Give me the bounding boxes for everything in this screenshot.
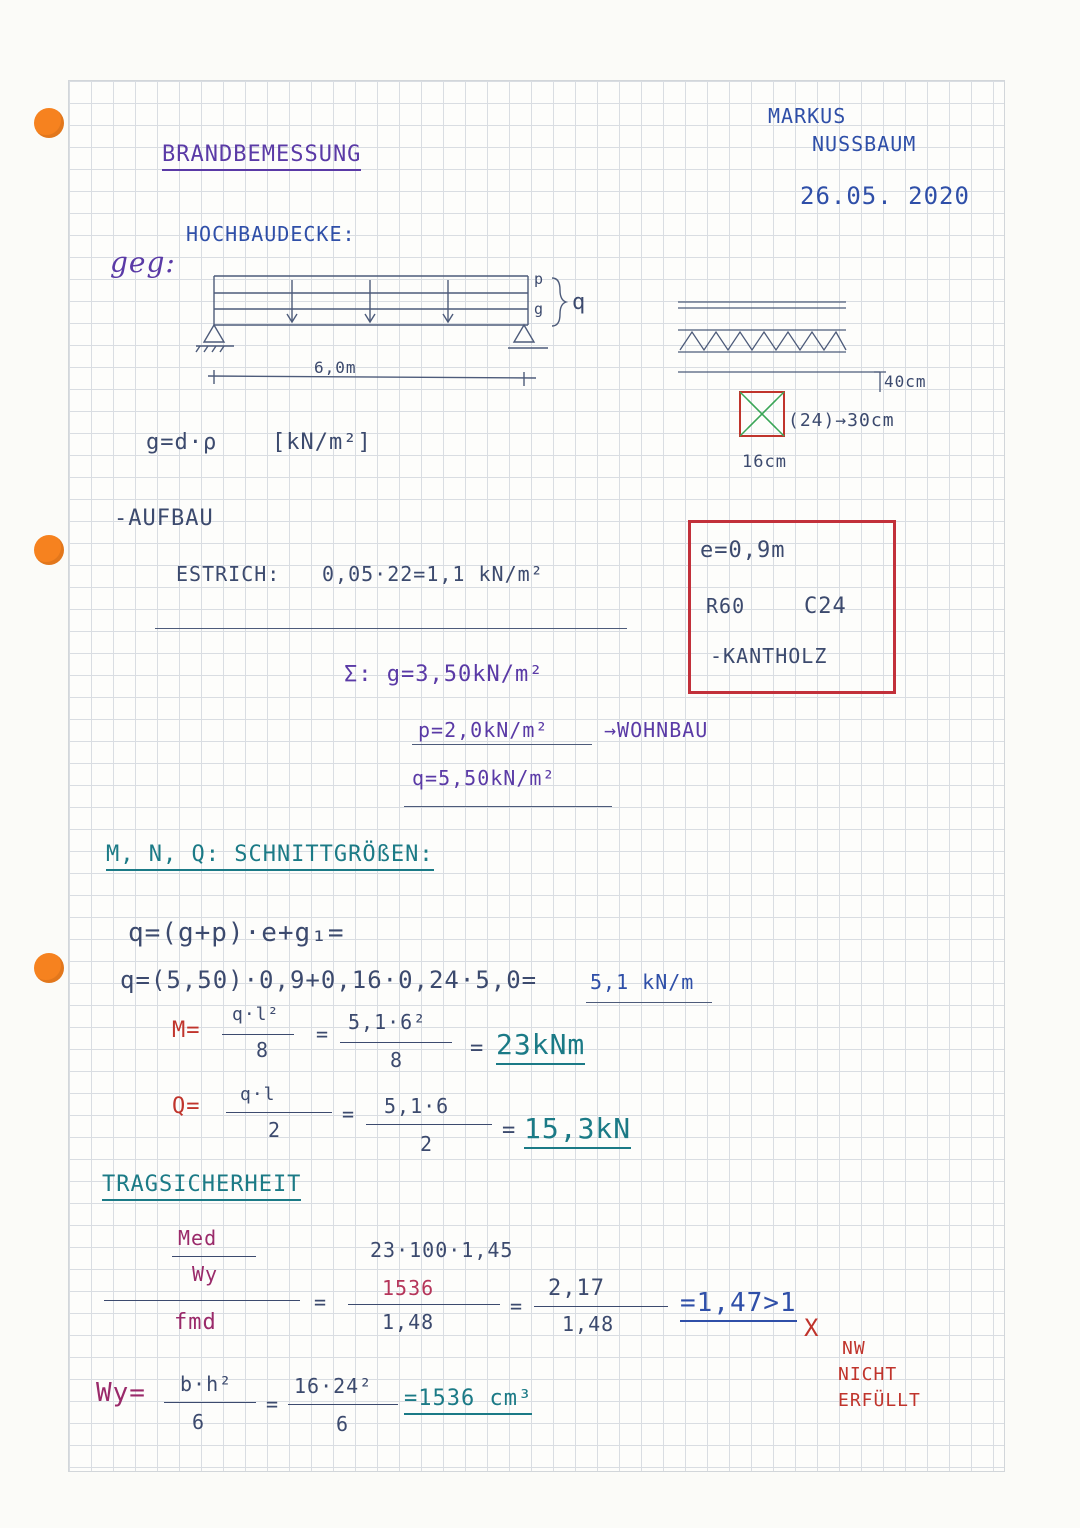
wy-fraction-line2 [288,1404,398,1405]
beam-span-label: 6,0m [314,358,357,377]
section-internal-forces: M, N, Q: SCHNITTGRÖßEN: [106,842,434,871]
author-last-name: NUSSBAUM [812,132,917,156]
wy-fraction-line1 [164,1402,256,1403]
trag-equals1: = [314,1290,328,1314]
date: 26.05. 2020 [800,182,970,210]
trag-den: 1,48 [382,1310,435,1334]
q-formula-line1: q=(g+p)·e+g₁= [128,918,345,948]
shear-equals1: = [342,1102,356,1126]
trag-main-line [104,1300,300,1301]
trag-inner-line [172,1256,256,1257]
sum-divider [155,628,627,629]
total-load: q=5,50kN/m² [412,766,556,790]
trag-fraction-line [348,1304,500,1305]
estrich-label: ESTRICH: [176,562,281,586]
sum-dead-load: Σ: g=3,50kN/m² [344,662,544,687]
verdict-line3: ERFÜLLT [838,1390,921,1411]
wy-label: Wy= [96,1378,146,1408]
q-result-underline [586,1002,712,1003]
shear-num1: q·l [240,1084,276,1105]
page-title: BRANDBEMESSUNG [162,142,361,171]
beam-load-q: q [572,290,587,315]
moment-num2: 5,1·6² [348,1010,427,1034]
info-timber-class: C24 [804,594,847,619]
shear-den2: 2 [420,1132,434,1156]
live-load: p=2,0kN/m² [418,718,549,742]
given-label: geg: [110,246,176,279]
self-weight-formula: g=d·ρ [146,430,218,455]
shear-equals2: = [502,1118,517,1143]
author-first-name: MARKUS [768,104,847,128]
trag-fmd: fmd [174,1310,217,1335]
moment-num1: q·l² [232,1004,280,1025]
shear-label: Q= [172,1094,201,1119]
wy-den1: 6 [192,1410,206,1434]
moment-label: M= [172,1018,201,1043]
wy-num1: b·h² [180,1372,233,1396]
trag-med: Med [178,1226,218,1250]
section-dim-height: (24)→30cm [788,410,895,431]
moment-equals2: = [470,1036,485,1061]
trag-num-top: 23·100·1,45 [370,1238,514,1262]
q-formula-result: 5,1 kN/m [590,970,695,994]
load-unit: [kN/m²] [272,430,372,455]
estrich-value: 0,05·22=1,1 kN/m² [322,562,544,586]
trag-num-mid: 1536 [382,1276,435,1300]
wy-equals1: = [266,1392,280,1416]
trag-equals2: = [510,1294,524,1318]
shear-den1: 2 [268,1118,282,1142]
q-formula-line2: q=(5,50)·0,9+0,16·0,24·5,0= [120,966,538,994]
wy-den2: 6 [336,1412,350,1436]
live-load-underline [412,744,592,745]
shear-fraction-line1 [226,1112,332,1113]
moment-fraction-line2 [340,1042,452,1043]
moment-den2: 8 [390,1048,404,1072]
section-dim-width: 16cm [742,452,787,472]
shear-fraction-line2 [366,1124,492,1125]
trag-result: =1,47>1 [680,1288,797,1322]
moment-den1: 8 [256,1038,270,1062]
total-load-underline [404,806,612,807]
verdict-line2: NICHT [838,1364,898,1385]
section-dim-top: 40cm [884,372,927,391]
beam-load-p: p [534,270,545,288]
live-load-category: →WOHNBAU [604,718,709,742]
moment-result: 23kNm [496,1028,585,1065]
info-fire-class: R60 [706,594,746,618]
section-load-safety: TRAGSICHERHEIT [102,1172,301,1201]
wy-result: =1536 cm³ [404,1386,532,1415]
trag-ratio-den: 1,48 [562,1312,615,1336]
beam-load-g: g [534,300,545,318]
moment-fraction-line1 [222,1034,294,1035]
info-spacing: e=0,9m [700,538,786,563]
shear-num2: 5,1·6 [384,1094,450,1118]
section-hochbaudecke: HOCHBAUDECKE: [186,222,356,246]
trag-ratio-line [534,1306,668,1307]
info-material: -KANTHOLZ [710,644,828,668]
verdict-line1: NW [842,1338,866,1359]
trag-wy: Wy [192,1262,219,1286]
aufbau-label: -AUFBAU [114,506,214,531]
trag-fail-cross: X [804,1314,820,1342]
wy-num2: 16·24² [294,1374,373,1398]
shear-result: 15,3kN [524,1112,631,1149]
moment-equals1: = [316,1022,330,1046]
trag-ratio-num: 2,17 [548,1276,605,1301]
